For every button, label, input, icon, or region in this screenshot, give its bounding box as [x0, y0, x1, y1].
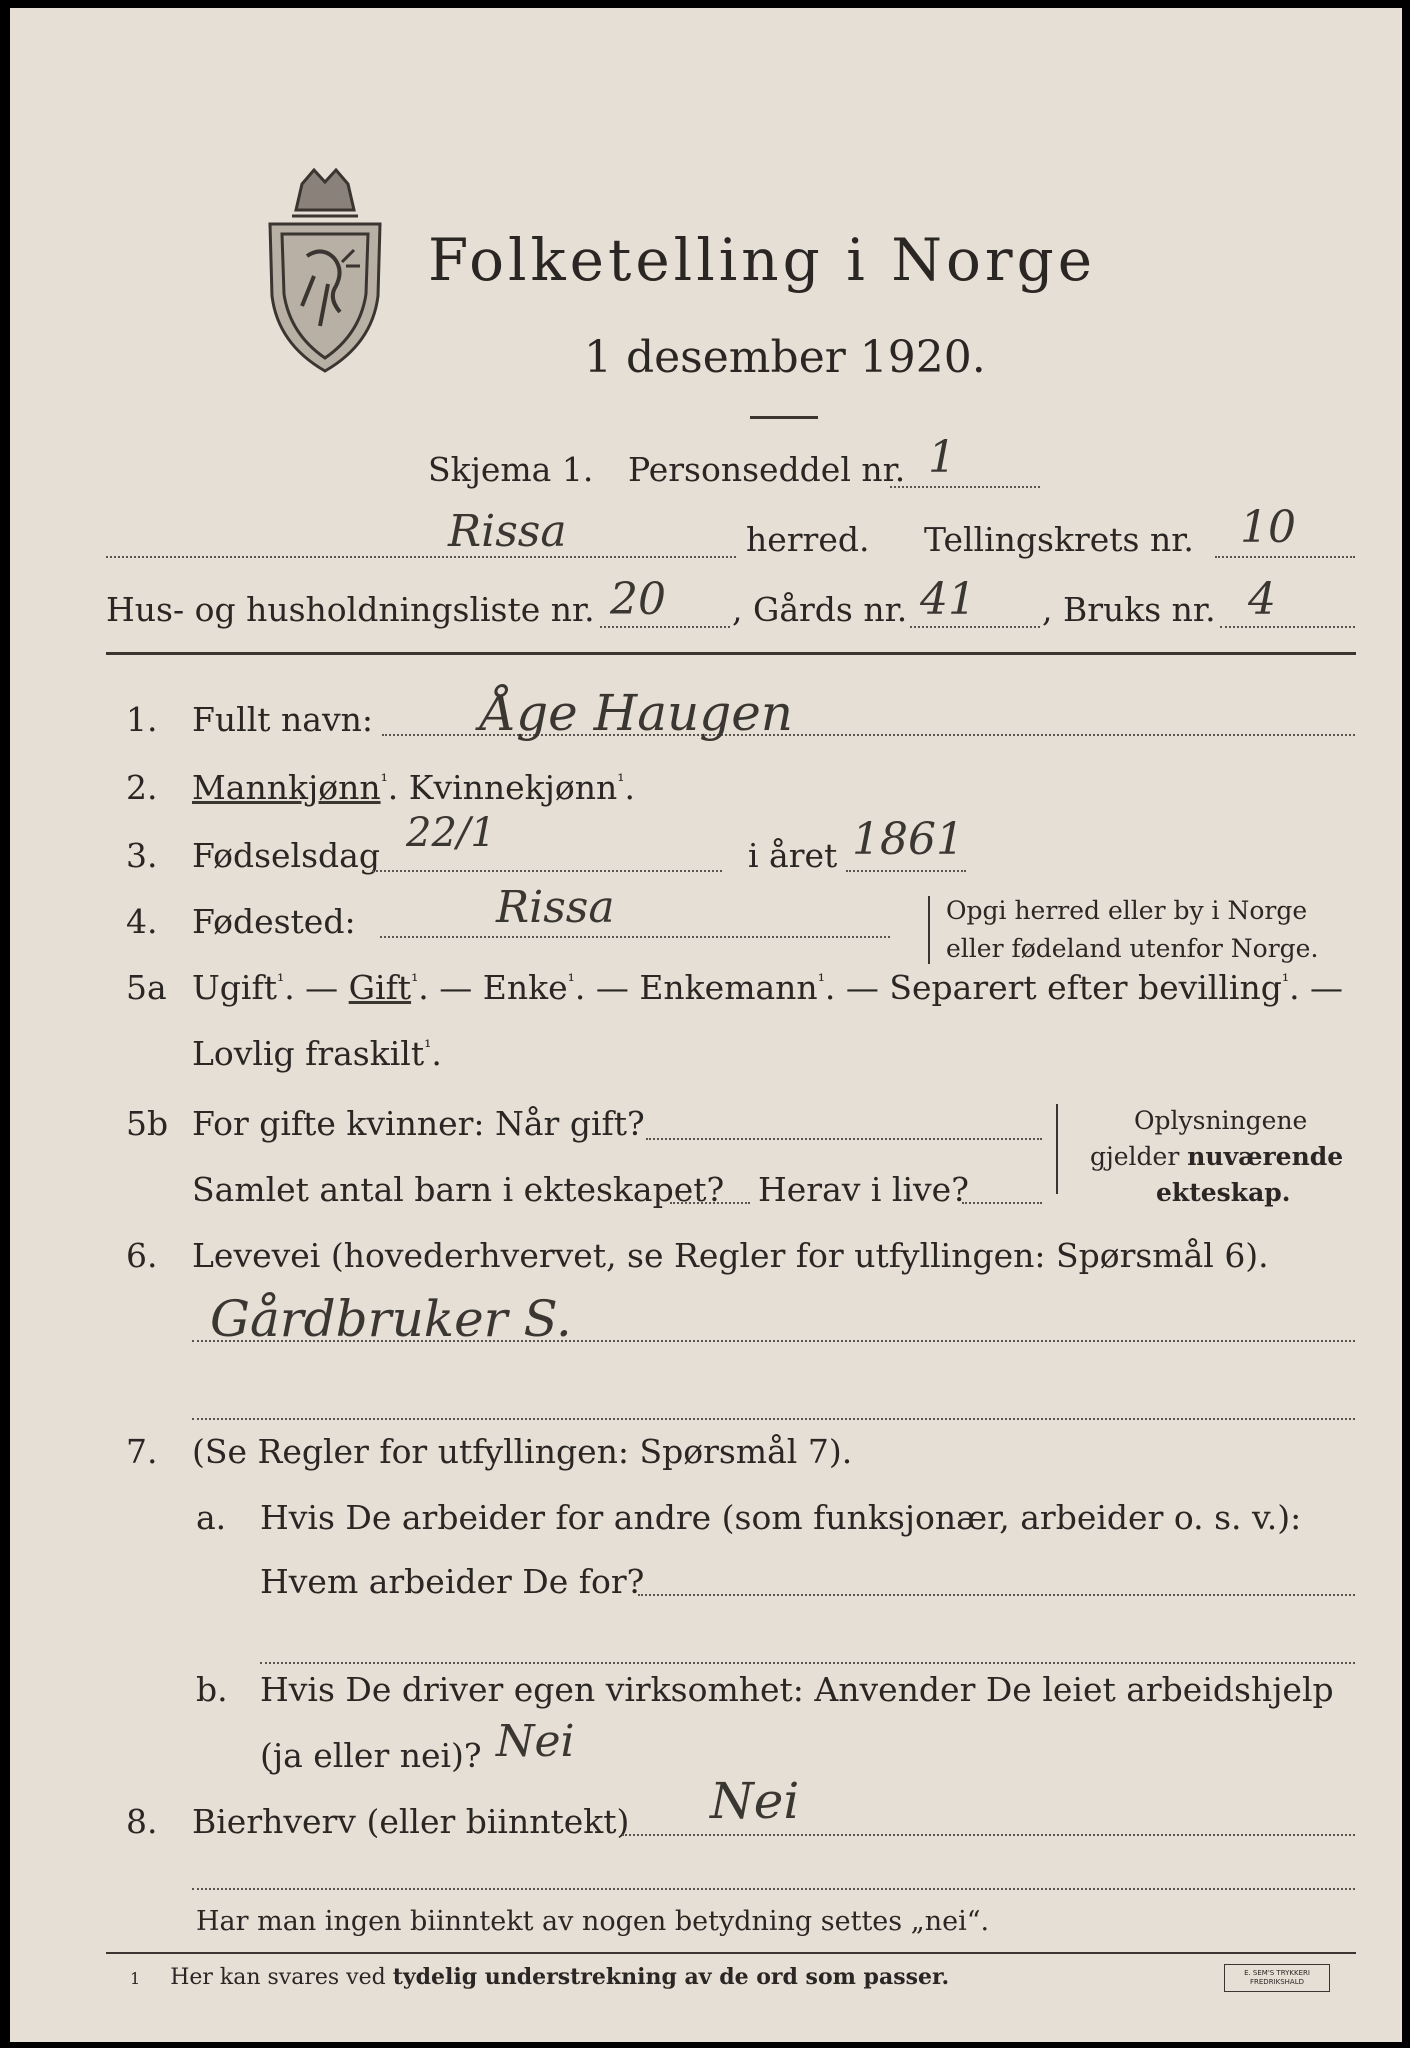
q8-number: 8.: [126, 1802, 158, 1841]
footnote-mark: ¹: [567, 971, 575, 992]
gards-line: [910, 626, 1040, 628]
separator: .: [431, 1034, 442, 1073]
footer-divider: [106, 1952, 1356, 1954]
q7a-text: Hvis De arbeider for andre (som funksjonær, arbeider o. s. v.):: [260, 1498, 1302, 1537]
q7a-question: Hvem arbeider De for?: [260, 1562, 645, 1601]
option-enke[interactable]: Enke: [482, 968, 568, 1007]
q3-year-label: i året: [748, 836, 838, 875]
footnote-mark: ¹: [617, 771, 625, 792]
footnote-text-b: tydelig understrekning av de ord som passer.: [392, 1964, 950, 1990]
q2-options: [192, 768, 635, 807]
footnote-mark: ¹: [1281, 971, 1290, 992]
q7b-text: Hvis De driver egen virksomhet: Anvender De leiet arbeidshjelp: [260, 1670, 1334, 1709]
printer-stamp: [1224, 1964, 1330, 1992]
birthplace-value[interactable]: Rissa: [496, 882, 615, 933]
gards-label: , Gårds nr.: [732, 590, 908, 629]
q7b-question: (ja eller nei)?: [260, 1736, 482, 1775]
birth-year-value[interactable]: 1861: [852, 814, 964, 865]
q5b-note-2b: nuværende: [1187, 1142, 1344, 1171]
hired-help-value[interactable]: Nei: [496, 1716, 575, 1767]
q3-line: [372, 870, 722, 872]
footnote-mark: ¹: [817, 971, 825, 992]
bruks-value[interactable]: 4: [1248, 574, 1276, 625]
personseddel-value[interactable]: 1: [928, 432, 956, 483]
q5a-options: [192, 968, 1343, 1007]
q7-number: 7.: [126, 1432, 158, 1471]
separator: . —: [418, 968, 473, 1007]
q5b-number: 5b: [126, 1104, 169, 1143]
male-option[interactable]: Mannkjønn: [192, 768, 381, 807]
female-option[interactable]: Kvinnekjønn: [408, 768, 618, 807]
option-gift[interactable]: Gift: [348, 968, 412, 1007]
q7a-line-2: [260, 1662, 1355, 1664]
q6-number: 6.: [126, 1236, 158, 1275]
form-title: Folketelling i Norge: [428, 226, 1097, 294]
q4-note-1: Opgi herred eller by i Norge: [946, 896, 1308, 925]
tellingskrets-line: [1215, 556, 1355, 558]
separator: .: [624, 768, 636, 807]
q6-line-1: [192, 1340, 1355, 1342]
q5b-label-1: For gifte kvinner: Når gift?: [192, 1104, 645, 1143]
separator: .: [387, 768, 399, 807]
header-divider: [106, 652, 1356, 655]
q5b-note-2a: gjelder: [1090, 1142, 1188, 1171]
q1-number: 1.: [126, 700, 158, 739]
printer-city: FREDRIKSHALD: [1249, 1978, 1304, 1986]
q8-line-2: [192, 1888, 1355, 1890]
option-enkemann[interactable]: Enkemann: [639, 968, 818, 1007]
q5a-options-cont: [192, 1034, 442, 1073]
herred-label: herred.: [746, 520, 870, 559]
birthday-value[interactable]: 22/1: [406, 810, 496, 856]
q2-number: 2.: [126, 768, 158, 807]
tellingskrets-label: Tellingskrets nr.: [924, 520, 1194, 559]
footnote-number: 1: [130, 1969, 141, 1988]
q8-label: Bierhverv (eller biinntekt): [192, 1802, 630, 1841]
q1-full-name-value[interactable]: Åge Haugen: [480, 684, 794, 742]
q5b-label-2: Samlet antal barn i ekteskapet?: [192, 1170, 725, 1209]
q4-number: 4.: [126, 902, 158, 941]
husliste-label: Hus- og husholdningsliste nr.: [106, 590, 595, 629]
q7-label: (Se Regler for utfyllingen: Spørsmål 7).: [192, 1432, 853, 1471]
q5b-note-1: Oplysningene: [1134, 1106, 1308, 1135]
q1-label: Fullt navn:: [192, 700, 373, 739]
husliste-value[interactable]: 20: [610, 574, 666, 625]
q3-label: Fødselsdag: [192, 836, 380, 875]
census-date: 1 desember 1920.: [584, 332, 986, 383]
herred-value[interactable]: Rissa: [448, 506, 567, 557]
q7a-line-1: [638, 1594, 1355, 1596]
personseddel-line: [890, 486, 1040, 488]
side-income-value[interactable]: Nei: [710, 1772, 800, 1830]
q5b-line-2: [670, 1202, 750, 1204]
footer-note: Har man ingen biinntekt av nogen betydning settes „nei“.: [196, 1906, 990, 1937]
footnote-mark: ¹: [411, 971, 419, 992]
q5b-line-1: [646, 1138, 1042, 1140]
bruks-line: [1220, 626, 1355, 628]
q4-label: Fødested:: [192, 902, 356, 941]
title-divider: [750, 416, 818, 419]
gards-value[interactable]: 41: [920, 574, 976, 625]
footnote-text-a: Her kan svares ved: [170, 1965, 393, 1990]
separator: . —: [574, 968, 629, 1007]
separator: . —: [1289, 968, 1344, 1007]
q5b-label-3: Herav i live?: [758, 1170, 969, 1209]
q6-line-2: [192, 1418, 1355, 1420]
q5b-line-3: [962, 1202, 1042, 1204]
option-ugift[interactable]: Ugift: [192, 968, 277, 1007]
q3-year-line: [846, 870, 966, 872]
q4-brace: [928, 896, 936, 964]
separator: . —: [824, 968, 879, 1007]
q7b-number: b.: [196, 1670, 228, 1709]
q6-label: Levevei (hovederhvervet, se Regler for utfyllingen: Spørsmål 6).: [192, 1236, 1269, 1275]
printer-name: E. SEM'S TRYKKERI: [1244, 1969, 1310, 1977]
q3-number: 3.: [126, 836, 158, 875]
q5a-number: 5a: [126, 968, 167, 1007]
separator: . —: [284, 968, 339, 1007]
schema-label: Skjema 1.: [428, 450, 594, 489]
option-separert[interactable]: Separert efter bevilling: [889, 968, 1282, 1007]
coat-of-arms-icon: [262, 166, 388, 376]
q5b-brace: [1056, 1104, 1064, 1194]
tellingskrets-value[interactable]: 10: [1240, 502, 1296, 553]
option-fraskilt[interactable]: Lovlig fraskilt: [192, 1034, 425, 1073]
bruks-label: , Bruks nr.: [1042, 590, 1216, 629]
footnote: [130, 1964, 949, 1990]
q5b-note-3: ekteskap.: [1156, 1178, 1291, 1207]
footnote-mark: ¹: [424, 1037, 432, 1058]
occupation-value[interactable]: Gårdbruker S.: [210, 1290, 572, 1348]
q5b-note-2: [1090, 1142, 1343, 1171]
q4-line: [380, 936, 890, 938]
census-form: [10, 8, 1402, 2042]
footnote-mark: ¹: [276, 971, 285, 992]
q4-note-2: eller fødeland utenfor Norge.: [946, 934, 1319, 963]
q8-line: [622, 1834, 1355, 1836]
footnote-mark: ¹: [380, 771, 388, 792]
q7a-number: a.: [196, 1498, 227, 1537]
husliste-line: [600, 626, 730, 628]
personseddel-label: Personseddel nr.: [628, 450, 906, 489]
herred-line: [106, 556, 736, 558]
